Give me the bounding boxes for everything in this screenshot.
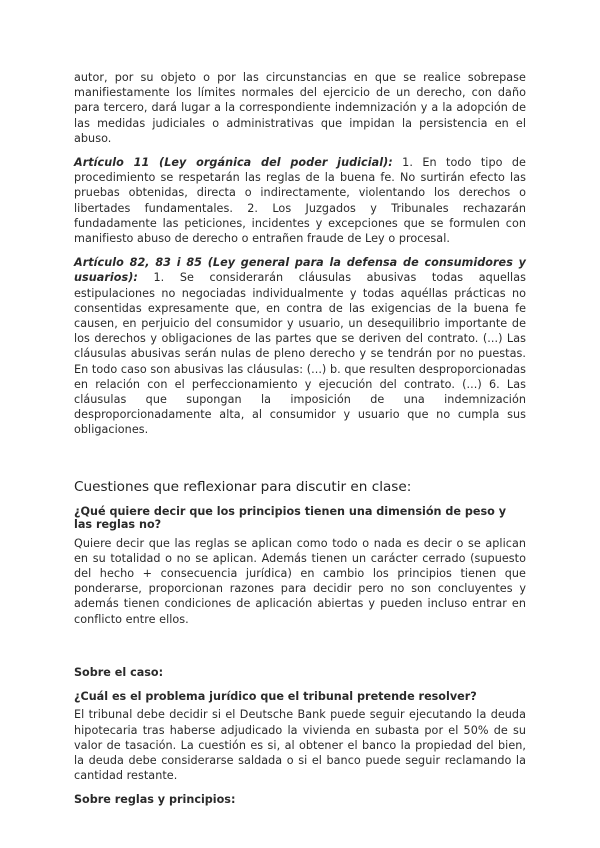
question-2: ¿Cuál es el problema jurídico que el tribunal pretende resolver? xyxy=(74,689,477,703)
article-11-title: Artículo 11 (Ley orgánica del poder judicial): xyxy=(74,156,393,170)
article-11-body: 1. En todo tipo de procedimiento se respetarán las reglas de la buena fe. No surtirán efecto las pruebas obtenidas, directa o indirectamente, violentando los derechos o libertades fundamentales. 2. Los Juzgados y Tribunales rechazarán fundadamente las peticiones, incidentes y excepciones que se formulen con manifiesto abuso de derecho o entrañen fraude de Ley o procesal. xyxy=(74,156,526,246)
answer-1: Quiere decir que las reglas se aplican como todo o nada es decir o se aplican en su totalidad o no se aplican. Además tienen un carácter cerrado (supuesto del hecho + consecuencia jurídica) en cambio los principios tienen que ponderarse, proporcionan razones para decidir pero no son concluyentes y además tienen condiciones de aplicación abiertas y pueden incluso entrar en conflicto entre ellos. xyxy=(74,536,526,626)
answer-2: El tribunal debe decidir si el Deutsche Bank puede seguir ejecutando la deuda hipotecaria tras haberse adjudicado la vivienda en subasta por el 50% de su valor de tasación. La cuestión es si, al obtener el banco la propiedad del bien, la deuda debe considerarse saldada o si el banco puede seguir reclamando la cantidad restante. xyxy=(74,708,526,783)
article-11-paragraph xyxy=(74,155,526,246)
subheading-reglas: Sobre reglas y principios: xyxy=(74,793,236,807)
article-82-title: Artículo 82, 83 i 85 (Ley general para la defensa de consumidores y usuarios): xyxy=(74,256,526,285)
question-1: ¿Qué quiere decir que los principios tienen una dimensión de peso y las reglas no? xyxy=(74,504,506,532)
article-82-paragraph xyxy=(74,255,526,437)
subheading-caso: Sobre el caso: xyxy=(74,665,164,679)
section-heading: Cuestiones que reflexionar para discutir en clase: xyxy=(74,478,412,495)
article-82-body: 1. Se considerarán cláusulas abusivas todas aquellas estipulaciones no negociadas individualmente y todas aquéllas prácticas no consentidas expresamente que, en contra de las exigencias de la buena fe causen, en perjuicio del consumidor y usuario, un desequilibrio importante de los derechos y obligaciones de las partes que se deriven del contrato. (...) Las cláusulas abusivas serán nulas de pleno derecho y se tendrán por no puestas. En todo caso son abusivas las cláusulas: (...) b. que resulten desproporcionadas en relación con el perfeccionamiento y ejecución del contrato. (...) 6. Las cláusulas que supongan la imposición de una indemnización desproporcionadamente alta, al consumidor y usuario que no cumpla sus obligaciones. xyxy=(74,271,526,437)
intro-paragraph: autor, por su objeto o por las circunstancias en que se realice sobrepase manifiestamente los límites normales del ejercicio de un derecho, con daño para tercero, dará lugar a la correspondiente indemnización y a la adopción de las medidas judiciales o administrativas que impidan la persistencia en el abuso. xyxy=(74,71,526,145)
